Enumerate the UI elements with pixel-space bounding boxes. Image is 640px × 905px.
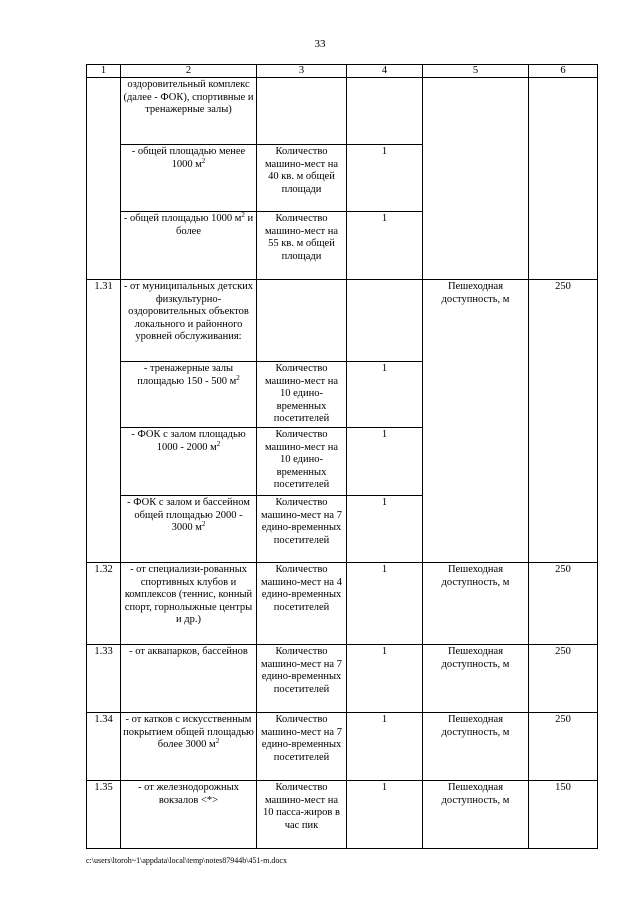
object-cell: - от специализи-рованных спортивных клубов и комплексов (теннис, конный спорт, горнолыжные центры и др.) [121, 563, 257, 645]
accessibility-cell: Пешеходная доступность, м [423, 280, 529, 563]
unit-cell [257, 78, 347, 145]
distance-cell: 250 [529, 280, 598, 563]
table-row [87, 563, 598, 645]
object-cell: - от железнодорожных вокзалов <*> [121, 781, 257, 849]
accessibility-cell: Пешеходная доступность, м [423, 781, 529, 849]
count-cell: 1 [347, 645, 423, 713]
row-number-cell: 1.32 [87, 563, 121, 645]
parking-norms-table [86, 64, 598, 849]
header-cell: 1 [87, 65, 121, 78]
unit-cell: Количество машино-мест на 7 едино-временных посетителей [257, 645, 347, 713]
header-cell: 3 [257, 65, 347, 78]
row-number-cell: 1.34 [87, 713, 121, 781]
object-cell: - тренажерные залы площадью 150 - 500 $м^2$ [121, 362, 257, 428]
unit-cell: Количество машино-мест на 7 едино-временных посетителей [257, 713, 347, 781]
count-cell: 1 [347, 563, 423, 645]
object-cell: - от муниципальных детских физкультурно-оздоровительных объектов локального и районного уровней обслуживания: [121, 280, 257, 362]
object-cell: - ФОК с залом и бассейном общей площадью 2000 - 3000 $м^2$ [121, 496, 257, 563]
table-header-row [87, 65, 598, 78]
count-cell: 1 [347, 428, 423, 496]
header-cell: 2 [121, 65, 257, 78]
count-cell: 1 [347, 145, 423, 212]
object-cell: - ФОК с залом площадью 1000 - 2000 $м^2$ [121, 428, 257, 496]
object-cell: - от аквапарков, бассейнов [121, 645, 257, 713]
table-row [87, 713, 598, 781]
table-row [87, 280, 598, 362]
count-cell: 1 [347, 781, 423, 849]
count-cell: 1 [347, 362, 423, 428]
unit-cell: Количество машино-мест на 40 кв. м общей площади [257, 145, 347, 212]
table-row [87, 78, 598, 145]
distance-cell [529, 78, 598, 280]
count-cell: 1 [347, 713, 423, 781]
object-cell: - от катков с искусственным покрытием общей площадью более 3000 $м^2$ [121, 713, 257, 781]
accessibility-cell: Пешеходная доступность, м [423, 713, 529, 781]
accessibility-cell: Пешеходная доступность, м [423, 645, 529, 713]
distance-cell: 250 [529, 713, 598, 781]
distance-cell: 150 [529, 781, 598, 849]
distance-cell: 250 [529, 645, 598, 713]
distance-cell: 250 [529, 563, 598, 645]
header-cell: 5 [423, 65, 529, 78]
row-number-cell: 1.35 [87, 781, 121, 849]
count-cell [347, 280, 423, 362]
unit-cell: Количество машино-мест на 55 кв. м общей площади [257, 212, 347, 280]
unit-cell: Количество машино-мест на 7 едино-временных посетителей [257, 496, 347, 563]
file-path-footer: c:\users\ltoroh~1\appdata\local\temp\notes87944b\451-m.docx [86, 856, 287, 865]
page-number: 33 [314, 38, 326, 50]
unit-cell: Количество машино-мест на 10 едино-временных посетителей [257, 428, 347, 496]
header-cell: 6 [529, 65, 598, 78]
unit-cell: Количество машино-мест на 4 едино-временных посетителей [257, 563, 347, 645]
unit-cell [257, 280, 347, 362]
count-cell: 1 [347, 496, 423, 563]
count-cell: 1 [347, 212, 423, 280]
row-number-cell: 1.33 [87, 645, 121, 713]
object-cell: оздоровительный комплекс (далее - ФОК), спортивные и тренажерные залы) [121, 78, 257, 145]
accessibility-cell [423, 78, 529, 280]
object-cell: - общей площадью 1000 $м^2$ и более [121, 212, 257, 280]
object-cell: - общей площадью менее 1000 $м^2$ [121, 145, 257, 212]
row-number-cell: 1.31 [87, 280, 121, 563]
row-number-cell [87, 78, 121, 280]
unit-cell: Количество машино-мест на 10 пасса-жиров в час пик [257, 781, 347, 849]
unit-cell: Количество машино-мест на 10 едино-временных посетителей [257, 362, 347, 428]
table-row [87, 781, 598, 849]
header-cell: 4 [347, 65, 423, 78]
count-cell [347, 78, 423, 145]
accessibility-cell: Пешеходная доступность, м [423, 563, 529, 645]
table-row [87, 645, 598, 713]
